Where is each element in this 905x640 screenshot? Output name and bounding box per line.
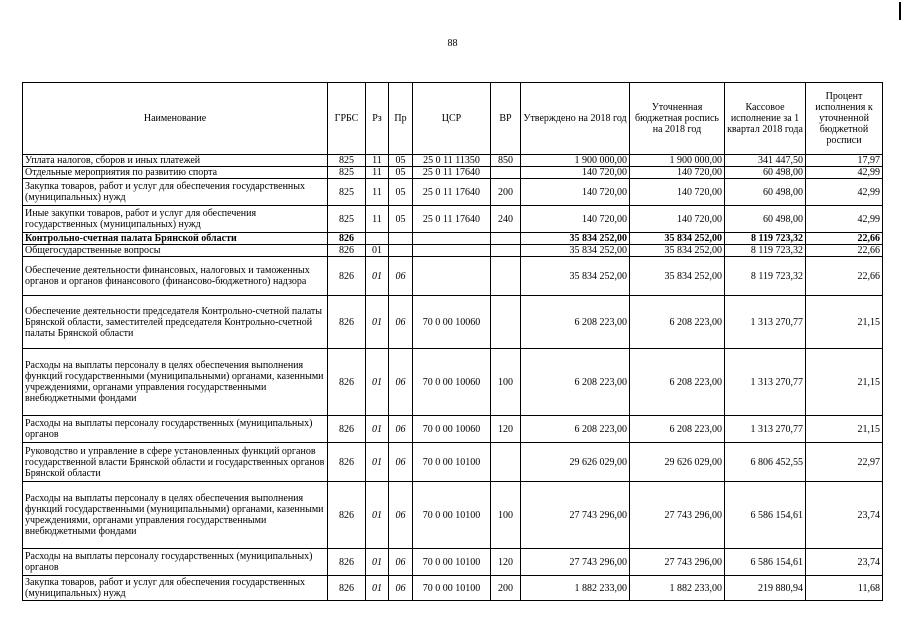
cell-percent: 17,97 bbox=[806, 155, 883, 167]
cell-csr bbox=[413, 245, 491, 257]
header-name: Наименование bbox=[23, 83, 328, 155]
cell-cash: 60 498,00 bbox=[725, 179, 806, 206]
cell-grbs: 826 bbox=[328, 576, 366, 601]
table-row bbox=[23, 296, 883, 349]
cell-refined: 35 834 252,00 bbox=[630, 245, 725, 257]
cell-percent: 42,99 bbox=[806, 167, 883, 179]
cell-name: Расходы на выплаты персоналу в целях обеспечения выполнения функций государственными (муниципальными) органами, казенными учреждениями, органами управления государственными внебюджетными фондами bbox=[23, 482, 328, 549]
cell-pr: 06 bbox=[389, 482, 413, 549]
table-row bbox=[23, 167, 883, 179]
cell-name: Контрольно-счетная палата Брянской области bbox=[23, 233, 328, 245]
header-approved: Утверждено на 2018 год bbox=[521, 83, 630, 155]
cell-pr: 06 bbox=[389, 349, 413, 416]
cell-rz: 01 bbox=[366, 549, 389, 576]
cell-pr: 05 bbox=[389, 167, 413, 179]
header-vr: ВР bbox=[491, 83, 521, 155]
cell-name: Обеспечение деятельности председателя Контрольно-счетной палаты Брянской области, заместителей председателя Контрольно-счетной палаты Брянской области bbox=[23, 296, 328, 349]
cell-csr: 25 0 11 17640 bbox=[413, 167, 491, 179]
header-cash: Кассовое исполнение за 1 квартал 2018 года bbox=[725, 83, 806, 155]
cell-name: Общегосударственные вопросы bbox=[23, 245, 328, 257]
cell-vr: 240 bbox=[491, 206, 521, 233]
cell-vr bbox=[491, 233, 521, 245]
table-row bbox=[23, 349, 883, 416]
cell-grbs: 826 bbox=[328, 549, 366, 576]
header-grbs: ГРБС bbox=[328, 83, 366, 155]
cell-approved: 27 743 296,00 bbox=[521, 482, 630, 549]
cell-vr: 850 bbox=[491, 155, 521, 167]
cell-refined: 1 882 233,00 bbox=[630, 576, 725, 601]
cell-pr: 06 bbox=[389, 416, 413, 443]
table-row bbox=[23, 416, 883, 443]
cell-name: Расходы на выплаты персоналу государственных (муниципальных) органов bbox=[23, 416, 328, 443]
cell-rz: 11 bbox=[366, 179, 389, 206]
cell-rz: 01 bbox=[366, 443, 389, 482]
cell-vr bbox=[491, 257, 521, 296]
cell-approved: 140 720,00 bbox=[521, 179, 630, 206]
cell-vr: 100 bbox=[491, 482, 521, 549]
cell-pr bbox=[389, 233, 413, 245]
cell-rz: 01 bbox=[366, 257, 389, 296]
cell-grbs: 826 bbox=[328, 245, 366, 257]
cell-percent: 21,15 bbox=[806, 296, 883, 349]
cell-percent: 42,99 bbox=[806, 206, 883, 233]
table-row bbox=[23, 155, 883, 167]
cell-grbs: 825 bbox=[328, 179, 366, 206]
cell-rz: 01 bbox=[366, 296, 389, 349]
cell-pr: 05 bbox=[389, 206, 413, 233]
header-row bbox=[23, 83, 883, 155]
cell-csr: 70 0 00 10100 bbox=[413, 549, 491, 576]
cell-rz: 01 bbox=[366, 349, 389, 416]
cell-approved: 35 834 252,00 bbox=[521, 257, 630, 296]
budget-table bbox=[22, 82, 883, 601]
cell-percent: 22,66 bbox=[806, 245, 883, 257]
cell-csr: 70 0 00 10100 bbox=[413, 443, 491, 482]
cell-refined: 6 208 223,00 bbox=[630, 416, 725, 443]
cell-refined: 27 743 296,00 bbox=[630, 549, 725, 576]
cell-approved: 1 900 000,00 bbox=[521, 155, 630, 167]
edge-mark bbox=[899, 2, 901, 20]
cell-csr: 70 0 00 10060 bbox=[413, 349, 491, 416]
cell-percent: 42,99 bbox=[806, 179, 883, 206]
cell-grbs: 826 bbox=[328, 482, 366, 549]
cell-cash: 60 498,00 bbox=[725, 206, 806, 233]
table-row bbox=[23, 233, 883, 245]
cell-refined: 27 743 296,00 bbox=[630, 482, 725, 549]
cell-vr bbox=[491, 167, 521, 179]
cell-name: Руководство и управление в сфере установленных функций органов государственной власти Брянской области и государственных органов Брянской области bbox=[23, 443, 328, 482]
table-row bbox=[23, 549, 883, 576]
cell-cash: 8 119 723,32 bbox=[725, 245, 806, 257]
cell-rz: 11 bbox=[366, 167, 389, 179]
cell-cash: 1 313 270,77 bbox=[725, 296, 806, 349]
cell-approved: 6 208 223,00 bbox=[521, 296, 630, 349]
cell-approved: 27 743 296,00 bbox=[521, 549, 630, 576]
cell-rz bbox=[366, 233, 389, 245]
table-row bbox=[23, 179, 883, 206]
cell-approved: 140 720,00 bbox=[521, 167, 630, 179]
page-number: 88 bbox=[447, 38, 458, 49]
cell-grbs: 825 bbox=[328, 155, 366, 167]
cell-approved: 29 626 029,00 bbox=[521, 443, 630, 482]
cell-pr: 06 bbox=[389, 257, 413, 296]
cell-refined: 29 626 029,00 bbox=[630, 443, 725, 482]
cell-csr: 70 0 00 10100 bbox=[413, 576, 491, 601]
cell-pr bbox=[389, 245, 413, 257]
cell-name: Отдельные мероприятия по развитию спорта bbox=[23, 167, 328, 179]
cell-csr: 70 0 00 10060 bbox=[413, 416, 491, 443]
cell-cash: 8 119 723,32 bbox=[725, 257, 806, 296]
table-row bbox=[23, 257, 883, 296]
cell-vr: 120 bbox=[491, 416, 521, 443]
cell-csr: 70 0 00 10060 bbox=[413, 296, 491, 349]
cell-name: Обеспечение деятельности финансовых, налоговых и таможенных органов и органов финансового (финансово-бюджетного) надзора bbox=[23, 257, 328, 296]
cell-cash: 6 586 154,61 bbox=[725, 482, 806, 549]
header-rz: Рз bbox=[366, 83, 389, 155]
cell-pr: 05 bbox=[389, 155, 413, 167]
cell-approved: 1 882 233,00 bbox=[521, 576, 630, 601]
cell-rz: 11 bbox=[366, 155, 389, 167]
cell-rz: 01 bbox=[366, 576, 389, 601]
cell-name: Иные закупки товаров, работ и услуг для обеспечения государственных (муниципальных) нужд bbox=[23, 206, 328, 233]
cell-percent: 22,66 bbox=[806, 233, 883, 245]
cell-rz: 01 bbox=[366, 416, 389, 443]
cell-grbs: 825 bbox=[328, 167, 366, 179]
cell-vr: 200 bbox=[491, 179, 521, 206]
cell-percent: 23,74 bbox=[806, 549, 883, 576]
header-csr: ЦСР bbox=[413, 83, 491, 155]
cell-cash: 1 313 270,77 bbox=[725, 416, 806, 443]
cell-rz: 01 bbox=[366, 245, 389, 257]
cell-refined: 140 720,00 bbox=[630, 179, 725, 206]
cell-name: Закупка товаров, работ и услуг для обеспечения государственных (муниципальных) нужд bbox=[23, 179, 328, 206]
cell-grbs: 826 bbox=[328, 296, 366, 349]
cell-vr: 200 bbox=[491, 576, 521, 601]
header-pr: Пр bbox=[389, 83, 413, 155]
cell-cash: 6 806 452,55 bbox=[725, 443, 806, 482]
cell-cash: 341 447,50 bbox=[725, 155, 806, 167]
cell-grbs: 826 bbox=[328, 416, 366, 443]
cell-approved: 6 208 223,00 bbox=[521, 349, 630, 416]
table-row bbox=[23, 245, 883, 257]
table-row bbox=[23, 482, 883, 549]
cell-cash: 1 313 270,77 bbox=[725, 349, 806, 416]
cell-pr: 06 bbox=[389, 443, 413, 482]
cell-cash: 60 498,00 bbox=[725, 167, 806, 179]
cell-grbs: 826 bbox=[328, 349, 366, 416]
cell-pr: 06 bbox=[389, 576, 413, 601]
cell-grbs: 826 bbox=[328, 443, 366, 482]
cell-pr: 06 bbox=[389, 549, 413, 576]
cell-refined: 6 208 223,00 bbox=[630, 349, 725, 416]
cell-grbs: 826 bbox=[328, 233, 366, 245]
cell-csr: 25 0 11 17640 bbox=[413, 206, 491, 233]
cell-csr: 25 0 11 17640 bbox=[413, 179, 491, 206]
cell-vr bbox=[491, 245, 521, 257]
cell-vr bbox=[491, 443, 521, 482]
cell-refined: 140 720,00 bbox=[630, 206, 725, 233]
cell-cash: 8 119 723,32 bbox=[725, 233, 806, 245]
cell-rz: 01 bbox=[366, 482, 389, 549]
table-row bbox=[23, 576, 883, 601]
header-refined: Уточненная бюджетная роспись на 2018 год bbox=[630, 83, 725, 155]
cell-vr bbox=[491, 296, 521, 349]
cell-csr: 25 0 11 11350 bbox=[413, 155, 491, 167]
cell-approved: 35 834 252,00 bbox=[521, 245, 630, 257]
cell-approved: 6 208 223,00 bbox=[521, 416, 630, 443]
cell-vr: 120 bbox=[491, 549, 521, 576]
cell-percent: 11,68 bbox=[806, 576, 883, 601]
cell-grbs: 825 bbox=[328, 206, 366, 233]
table-body bbox=[23, 155, 883, 601]
cell-rz: 11 bbox=[366, 206, 389, 233]
cell-grbs: 826 bbox=[328, 257, 366, 296]
cell-refined: 35 834 252,00 bbox=[630, 233, 725, 245]
cell-percent: 21,15 bbox=[806, 349, 883, 416]
cell-csr bbox=[413, 257, 491, 296]
cell-refined: 1 900 000,00 bbox=[630, 155, 725, 167]
cell-pr: 05 bbox=[389, 179, 413, 206]
cell-vr: 100 bbox=[491, 349, 521, 416]
cell-name: Расходы на выплаты персоналу государственных (муниципальных) органов bbox=[23, 549, 328, 576]
cell-refined: 6 208 223,00 bbox=[630, 296, 725, 349]
cell-approved: 140 720,00 bbox=[521, 206, 630, 233]
table-row bbox=[23, 206, 883, 233]
cell-approved: 35 834 252,00 bbox=[521, 233, 630, 245]
cell-pr: 06 bbox=[389, 296, 413, 349]
table-row bbox=[23, 443, 883, 482]
cell-cash: 219 880,94 bbox=[725, 576, 806, 601]
cell-percent: 21,15 bbox=[806, 416, 883, 443]
cell-percent: 22,66 bbox=[806, 257, 883, 296]
cell-name: Расходы на выплаты персоналу в целях обеспечения выполнения функций государственными (муниципальными) органами, казенными учреждениями, органами управления государственными внебюджетными фондами bbox=[23, 349, 328, 416]
cell-cash: 6 586 154,61 bbox=[725, 549, 806, 576]
cell-refined: 35 834 252,00 bbox=[630, 257, 725, 296]
cell-percent: 23,74 bbox=[806, 482, 883, 549]
cell-csr bbox=[413, 233, 491, 245]
cell-csr: 70 0 00 10100 bbox=[413, 482, 491, 549]
cell-percent: 22,97 bbox=[806, 443, 883, 482]
cell-name: Закупка товаров, работ и услуг для обеспечения государственных (муниципальных) нужд bbox=[23, 576, 328, 601]
cell-name: Уплата налогов, сборов и иных платежей bbox=[23, 155, 328, 167]
header-percent: Процент исполнения к уточненной бюджетной росписи bbox=[806, 83, 883, 155]
cell-refined: 140 720,00 bbox=[630, 167, 725, 179]
